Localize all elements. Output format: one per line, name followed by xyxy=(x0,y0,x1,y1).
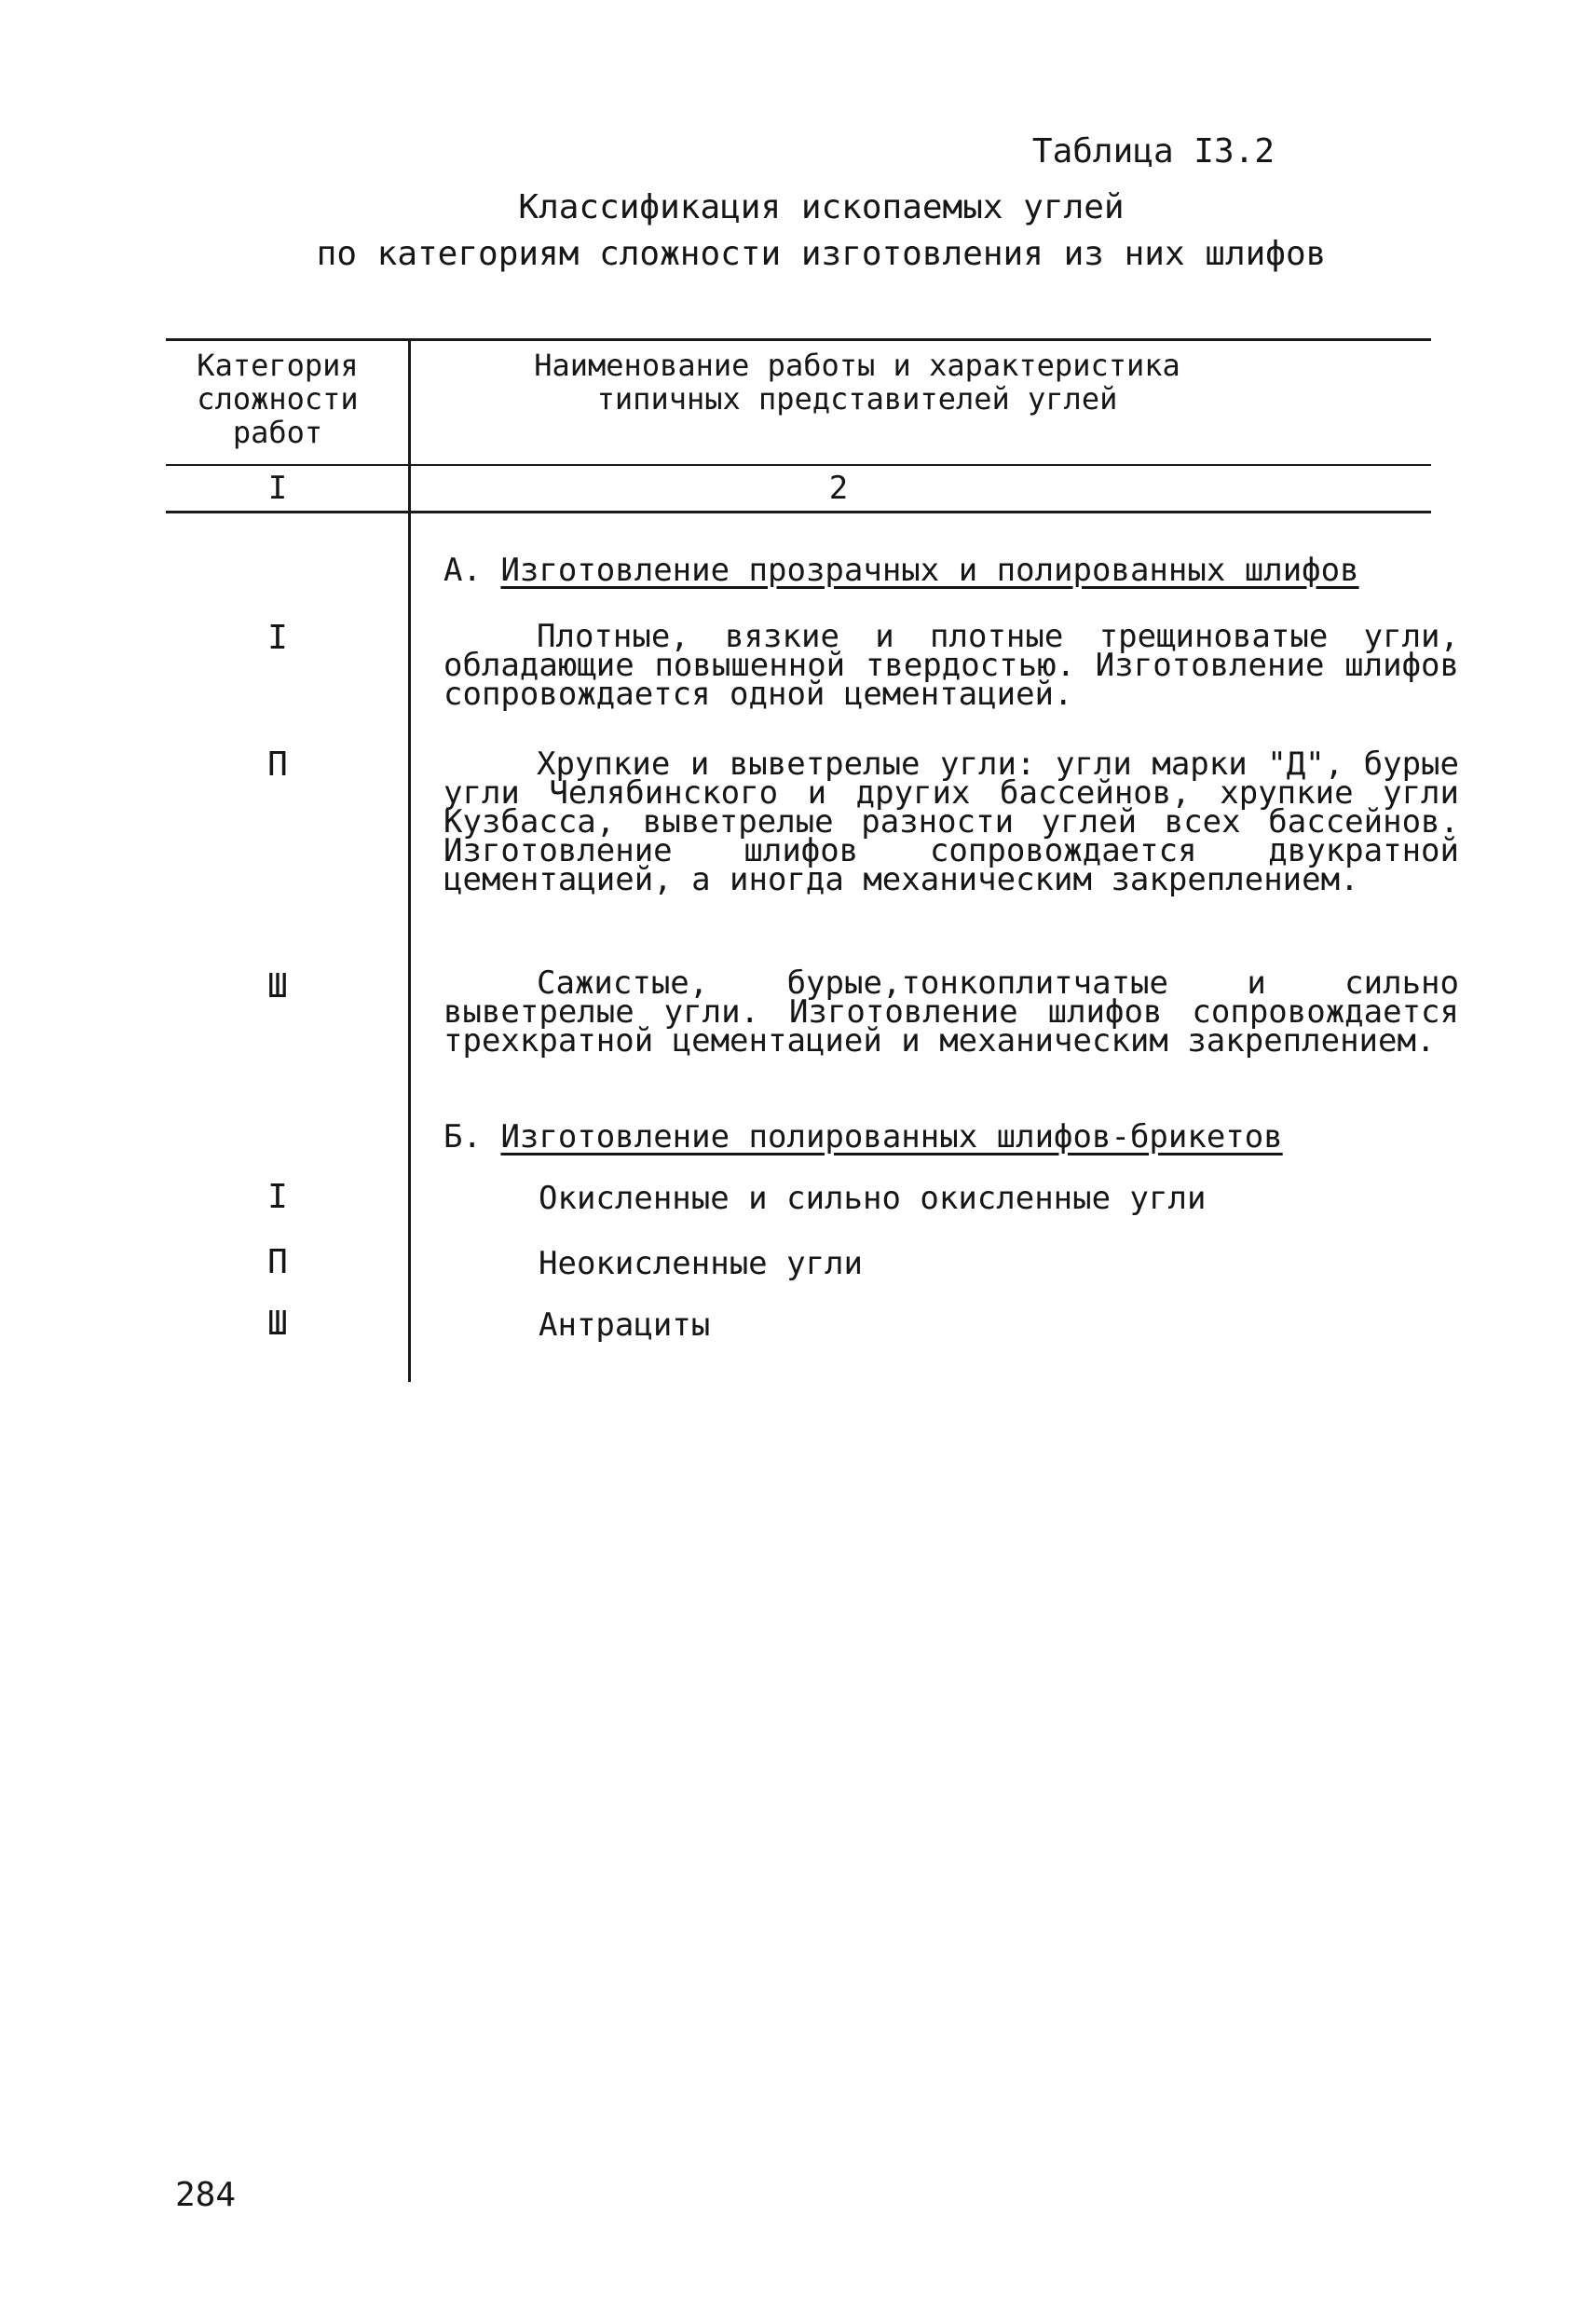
section-b-title: Изготовление полированных шлифов-брикетов xyxy=(500,1118,1283,1156)
column-header-category-line: Категория xyxy=(197,348,359,383)
column-header-description-line: типичных представителей углей xyxy=(596,381,1118,417)
row-description xyxy=(443,618,1459,713)
table-header-rule xyxy=(166,464,1431,466)
column-header-description-line: Наименование работы и характеристика xyxy=(534,348,1180,383)
row-description: Антрациты xyxy=(539,1306,711,1344)
section-b-heading xyxy=(443,1118,1283,1156)
table-number: Таблица I3.2 xyxy=(1031,132,1275,171)
column-header-description xyxy=(438,349,1276,416)
row-category: I xyxy=(267,619,288,657)
section-a-title: Изготовление прозрачных и полированных шлифов xyxy=(500,552,1359,589)
row-category: П xyxy=(267,745,288,784)
row-description xyxy=(443,964,1459,1060)
column-header-category-line: сложности xyxy=(197,381,359,417)
section-b-letter: Б. xyxy=(443,1118,482,1156)
row-description: Окисленные и сильно окисленные угли xyxy=(539,1180,1207,1217)
table-caption-line-1: Классификация ископаемых углей xyxy=(518,188,1125,226)
page-number: 284 xyxy=(175,2176,237,2214)
column-number-1: I xyxy=(267,470,288,507)
row-description-text: Сажистые, бурые,тонкоплитчатые и сильно выветрелые угли. Изготовление шлифов сопровождается трехкратной цементацией и механическим закреплением. xyxy=(443,964,1459,1060)
row-category: П xyxy=(267,1243,288,1281)
row-description: Неокисленные угли xyxy=(539,1245,863,1282)
row-category: I xyxy=(267,1178,288,1216)
column-header-category xyxy=(166,349,389,449)
section-a-heading xyxy=(443,552,1359,589)
table-caption-line-2: по категориям сложности изготовления из них шлифов xyxy=(316,235,1327,273)
row-category: Ш xyxy=(267,967,288,1005)
row-description-text: Хрупкие и выветрелые угли: угли марки "Д", бурые угли Челябинского и других бассейнов, хрупкие угли Кузбасса, выветрелые разности углей всех бассейнов. Изготовление шлифов сопровождается двукратной цементацией, а иногда механическим закреплением. xyxy=(443,745,1459,898)
column-header-category-line: работ xyxy=(232,415,323,450)
section-a-letter: А. xyxy=(443,552,482,589)
table-top-rule xyxy=(166,338,1431,341)
row-description-text: Плотные, вязкие и плотные трещиноватые угли, обладающие повышенной твердостью. Изготовление шлифов сопровождается одной цементацией. xyxy=(443,618,1459,713)
row-category: Ш xyxy=(267,1305,288,1343)
table-column-divider xyxy=(408,338,411,1382)
table-number-rule xyxy=(166,511,1431,513)
row-description xyxy=(443,745,1459,898)
column-number-2: 2 xyxy=(828,470,849,507)
